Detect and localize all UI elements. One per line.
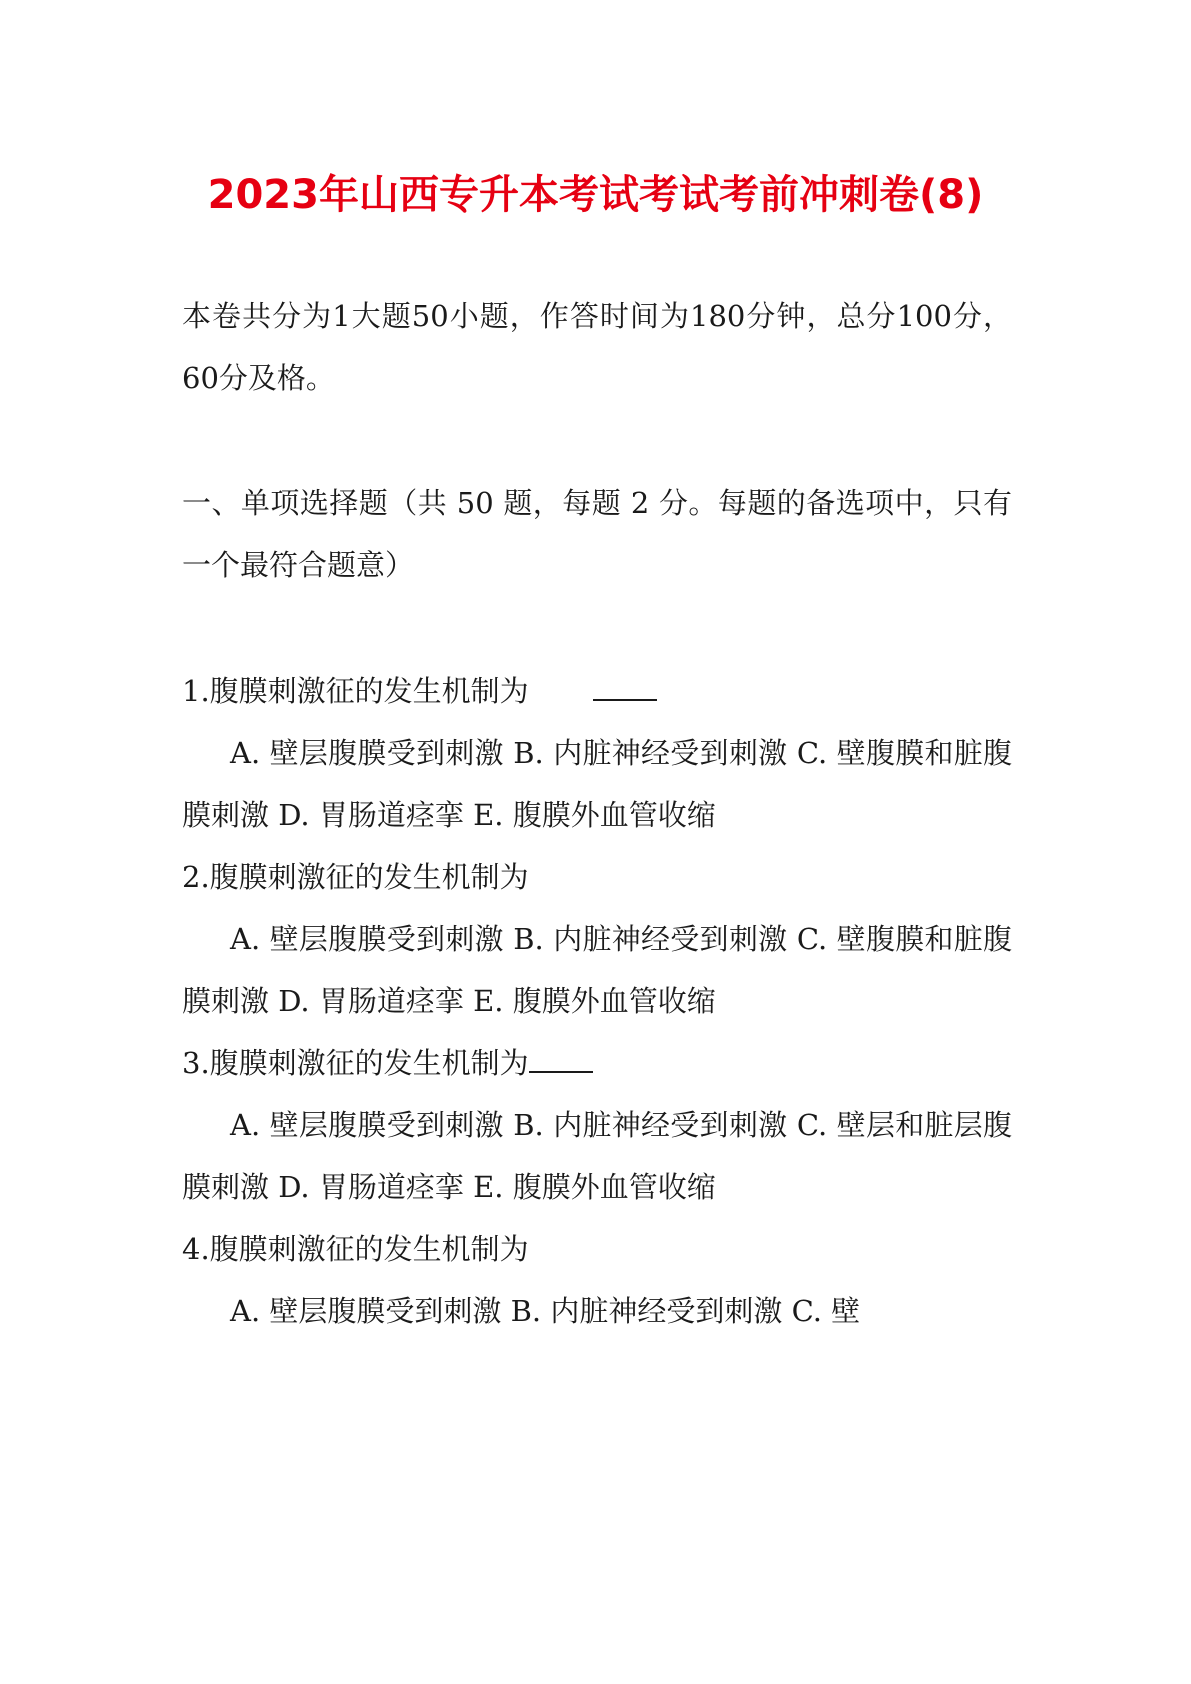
answer-blank — [593, 698, 657, 701]
exam-intro: 本卷共分为1大题50小题，作答时间为180分钟，总分100分，60分及格。 — [182, 299, 1012, 395]
question-options: A. 壁层腹膜受到刺激 B. 内脏神经受到刺激 C. 壁 — [230, 1294, 861, 1328]
question-options: A. 壁层腹膜受到刺激 B. 内脏神经受到刺激 C. 壁腹膜和脏腹膜刺激 D. 胃肠道痉挛 E. 腹膜外血管收缩 — [182, 736, 1012, 832]
question-text: 腹膜刺激征的发生机制为 — [209, 1046, 529, 1080]
question-stem — [182, 1218, 1012, 1280]
question-number: 2. — [182, 860, 210, 894]
question-options: A. 壁层腹膜受到刺激 B. 内脏神经受到刺激 C. 壁腹膜和脏腹膜刺激 D. 胃肠道痉挛 E. 腹膜外血管收缩 — [182, 922, 1012, 1018]
question-options: A. 壁层腹膜受到刺激 B. 内脏神经受到刺激 C. 壁层和脏层腹膜刺激 D. 胃肠道痉挛 E. 腹膜外血管收缩 — [182, 1108, 1012, 1204]
question-number: 1. — [182, 674, 210, 708]
question-item — [182, 1218, 1012, 1342]
question-text: 腹膜刺激征的发生机制为 — [209, 674, 529, 708]
question-text: 腹膜刺激征的发生机制为 — [209, 860, 529, 894]
question-item — [182, 1032, 1012, 1218]
section-heading: 一、单项选择题（共 50 题，每题 2 分。每题的备选项中，只有一个最符合题意） — [182, 486, 1012, 582]
question-number: 3. — [182, 1046, 210, 1080]
answer-blank — [529, 1070, 593, 1073]
question-item — [182, 846, 1012, 1032]
question-item — [182, 660, 1012, 846]
question-stem — [182, 1032, 1012, 1094]
question-list — [182, 660, 1012, 1342]
question-stem — [182, 660, 1012, 722]
question-stem — [182, 846, 1012, 908]
question-text: 腹膜刺激征的发生机制为 — [209, 1232, 529, 1266]
question-number: 4. — [182, 1232, 210, 1266]
document-title: 2023年山西专升本考试考试考前冲刺卷(8) — [207, 172, 984, 218]
